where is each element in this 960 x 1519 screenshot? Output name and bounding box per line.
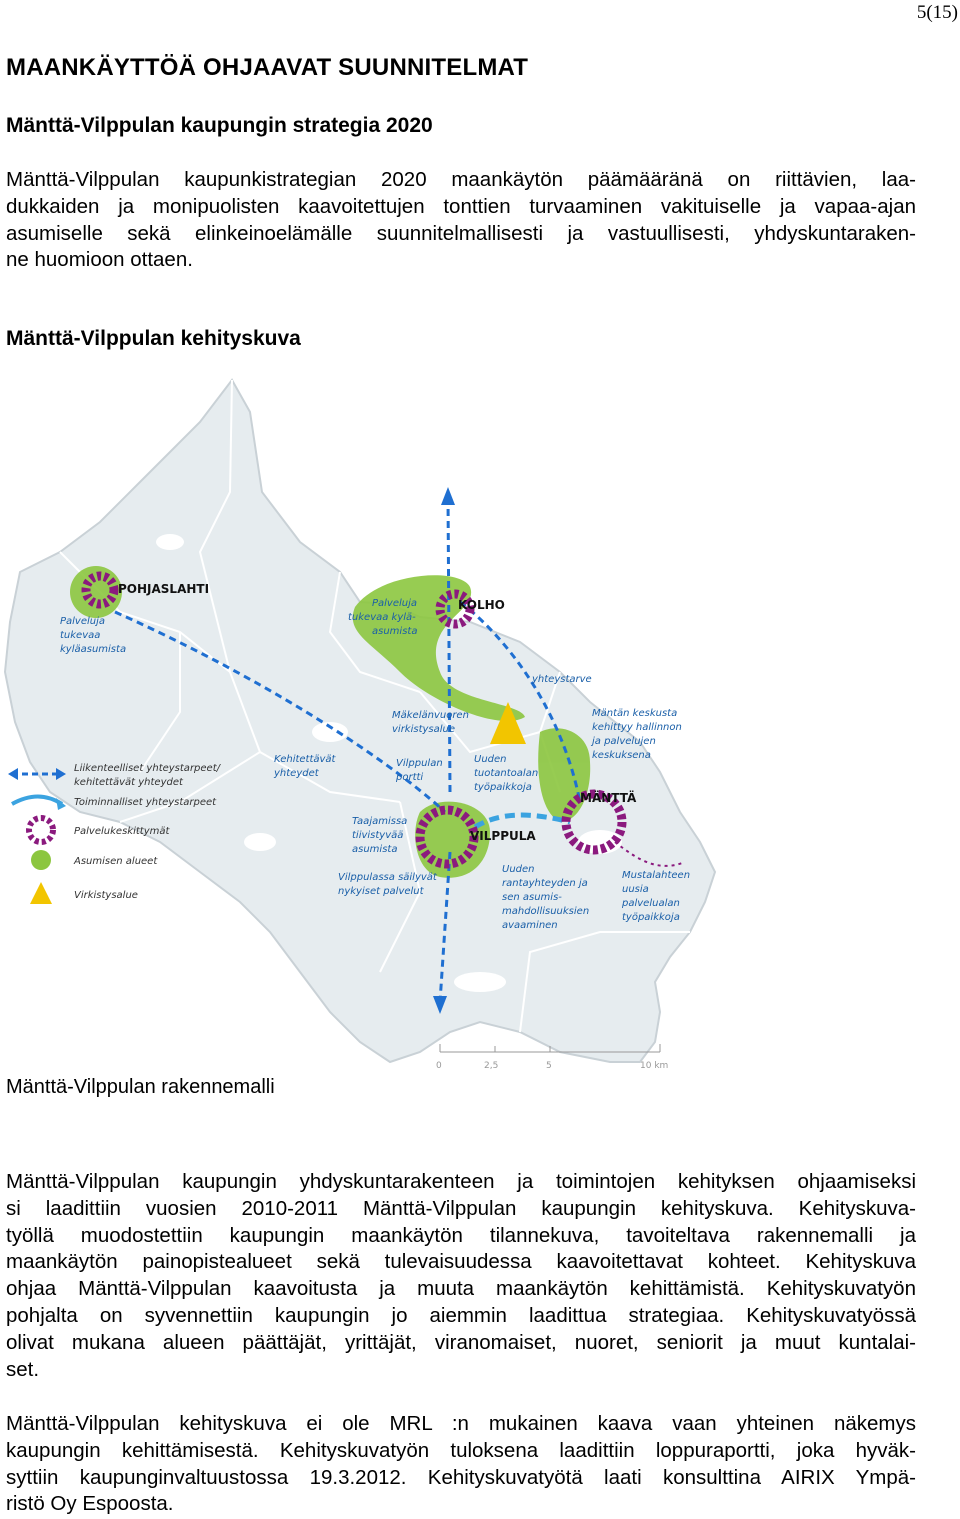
note-kehitettavat-2: yhteydet [274,768,319,779]
note-mustalahti-2: uusia [622,884,649,895]
text-line: olivat mukana alueen päättäjät, yrittäjät, viranomaiset, nuoret, seniorit ja muut kuntalai- [6,1330,916,1354]
section-strategy-title: Mänttä-Vilppulan kaupungin strategia 2020 [6,114,433,137]
note-pohjaslahti-3: kyläasumista [60,644,127,655]
scale-label-2: 5 [546,1061,552,1071]
note-ranta-1: Uuden [502,864,535,875]
note-mustalahti-3: palvelualan [622,898,680,909]
legend-service-label: Palvelukeskittymät [74,826,170,837]
note-ranta-3: sen asumis- [502,892,562,903]
note-tuotanto-3: työpaikkoja [474,782,532,793]
note-mustalahti-4: työpaikkoja [622,912,680,923]
note-mantta-2: kehittyy hallinnon [592,722,682,733]
place-pohjaslahti: POHJASLAHTI [118,582,210,596]
text-line: ne huomioon ottaen. [6,248,193,272]
note-makelanvuori-1: Mäkelänvuoren [392,710,469,721]
text-line: Mänttä-Vilppulan kehityskuva ei ole MRL :n mukainen kaava vaan yhteinen näkemys [6,1412,916,1435]
municipality-area [5,380,715,1062]
place-mantta: MÄNTTÄ [580,791,637,805]
legend-recreation-label: Virkistysalue [74,890,138,901]
legend-housing-label: Asumisen alueet [74,856,158,867]
text-line: Mänttä-Vilppulan kaupungin yhdyskuntarakenteen ja toimintojen kehityksen ohjaamiseksi [6,1170,916,1193]
note-mantta-1: Mäntän keskusta [592,708,678,719]
text-line: Mänttä-Vilppulan kaupunkistrategian 2020 maankäytön päämääränä on riittävien, laa- [6,168,916,191]
note-vilppulan-portti-1: Vilppulan [396,758,443,769]
text-line: set. [6,1357,40,1381]
note-pohjaslahti-2: tukevaa [60,630,101,641]
note-kolho-3: asumista [372,626,418,637]
strategy-paragraph [6,167,916,274]
text-line: asumiselle sekä elinkeinoelämälle suunnitelmallisesti ja vastuullisesti, yhdyskuntaraken- [6,221,916,245]
report-paragraph [6,1411,916,1518]
note-makelanvuori-2: virkistysalue [392,724,456,735]
text-line: kaupungin kehittämisestä. Kehityskuvatyön tuloksena laadittiin loppuraportti, joka hyväk- [6,1438,916,1462]
legend-traffic-label-2: kehitettävät yhteydet [74,777,183,788]
note-mustalahti-1: Mustalahteen [622,870,691,881]
note-kolho-2: tukevaa kylä- [348,612,416,623]
note-vilppulassa-2: nykyiset palvelut [338,886,424,897]
section-development-title: Mänttä-Vilppulan kehityskuva [6,327,301,350]
scale-label-1: 2,5 [484,1061,499,1071]
note-tuotanto-1: Uuden [474,754,507,765]
text-line: dukkaiden ja monipuolisten kaavoitettujen tonttien turvaaminen vakituiselle ja vapaa-ajan [6,194,916,218]
text-line: ristö Oy Espoosta. [6,1492,174,1516]
text-line: si laadittiin vuosien 2010-2011 Mänttä-Vilppulan kaupungin kehityskuva. Kehityskuva- [6,1196,916,1220]
legend-traffic-label: Liikenteelliset yhteystarpeet/ [74,763,220,774]
place-vilppula: VILPPULA [470,829,536,843]
development-paragraph [6,1169,916,1383]
note-kehitettavat-1: Kehitettävät [274,754,336,765]
legend-functional-symbol [12,797,66,811]
legend-service-symbol [29,818,53,842]
note-taajamissa-2: tiivistyvää [352,830,404,841]
page-number: 5(15) [916,2,958,23]
note-taajamissa-3: asumista [352,844,398,855]
note-mantta-4: keskuksena [592,750,651,761]
note-taajamissa-1: Taajamissa [352,816,408,827]
note-mantta-3: ja palvelujen [592,736,656,747]
text-line: maankäytön painopistealueet sekä tulevaisuudessa kaavoitettavat kohteet. Kehityskuva [6,1250,916,1274]
place-kolho: KOLHO [458,598,505,612]
note-kolho-1: Palveluja [372,598,418,609]
main-heading: MAANKÄYTTÖÄ OHJAAVAT SUUNNITELMAT [6,54,529,81]
structure-map [0,372,720,1077]
note-tuotanto-2: tuotantoalan [474,768,539,779]
note-ranta-2: rantayhteyden ja [502,878,588,889]
map-caption: Mänttä-Vilppulan rakennemalli [6,1076,275,1098]
note-vilppulan-portti-2: portti [396,772,424,783]
legend-recreation-symbol [30,882,52,904]
scale-label-0: 0 [436,1061,442,1071]
legend-functional-label: Toiminnalliset yhteystarpeet [74,797,217,808]
text-line: ohjaa Mänttä-Vilppulan kaavoitusta ja muuta maankäytön kehittämistä. Kehityskuvatyön [6,1277,916,1301]
note-pohjaslahti-1: Palveluja [60,616,106,627]
note-ranta-4: mahdollisuuksien [502,906,590,917]
text-line: syttiin kaupunginvaltuustossa 19.3.2012. Kehityskuvatyötä laati konsulttina AIRIX Ympä- [6,1465,916,1489]
note-ranta-5: avaaminen [502,920,558,931]
legend-housing-symbol [31,850,51,870]
scale-label-3: 10 km [640,1061,669,1071]
note-vilppulassa-1: Vilppulassa säilyvät [338,872,437,883]
text-line: pohjalta on syvennettiin kaupungin jo aiemmin laadittua strategiaa. Kehityskuvatyössä [6,1303,916,1327]
text-line: työllä muodostettiin kaupungin maankäytön tilannekuva, tavoiteltava rakennemalli ja [6,1223,916,1247]
note-yhteystarve: yhteystarve [532,674,592,685]
